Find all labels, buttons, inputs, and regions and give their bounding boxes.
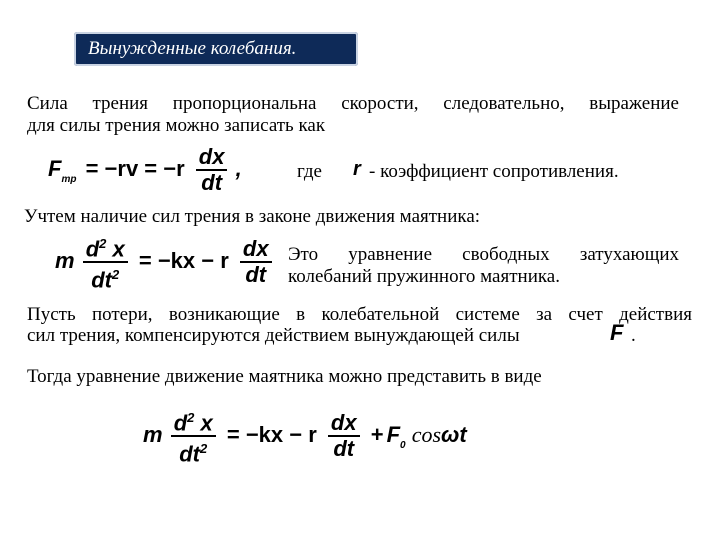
fraction-dx-dt [240, 237, 272, 287]
formula-F0: F [386, 422, 401, 448]
fraction-denominator: dt [333, 436, 355, 462]
formula-plus: + [370, 422, 384, 448]
where-word: где [297, 161, 322, 182]
fraction-d2x-dt2 [171, 406, 216, 467]
fraction-denominator: $dt^2$ [91, 267, 120, 293]
formula-F0-subscript: 0 [400, 440, 406, 452]
paragraph-2: Учтем наличие сил трения в законе движения маятника: [24, 206, 481, 227]
note-line-2: колебаний пружинного маятника. [288, 266, 560, 287]
fraction-numerator: dx [328, 411, 360, 437]
formula-F-subscript: тр [61, 173, 77, 185]
slide-title: Вынужденные колебания. [88, 38, 297, 59]
paragraph-3-line-1: Пусть потери, возникающие в колебательной системе за счет действия [27, 304, 692, 325]
damped-oscillation-formula [55, 232, 274, 293]
formula-m: m [55, 248, 75, 274]
fraction-numerator: dx [240, 237, 272, 263]
formula-m: m [143, 422, 163, 448]
paragraph-1-line-1: Сила трения пропорциональна скорости, следовательно, выражение [27, 93, 679, 114]
fraction-numerator: $d^2$ x [83, 232, 128, 263]
paragraph-3-line-2: сил трения, компенсируются действием вынуждающей силы [27, 325, 520, 346]
formula-mid: = −kx − r [226, 422, 317, 448]
formula-mid: = −rv = −r [85, 155, 185, 181]
fraction-numerator: $d^2$ x [171, 406, 216, 437]
coefficient-text: - коэффициент сопротивления. [369, 161, 619, 182]
fraction-denominator: $dt^2$ [179, 441, 208, 467]
formula-F: F [48, 155, 62, 181]
friction-force-formula [48, 145, 242, 195]
paragraph-4: Тогда уравнение движение маятника можно представить в виде [27, 366, 542, 387]
note-line-1: Это уравнение свободных затухающих [288, 244, 679, 265]
paragraph-3-period: . [631, 325, 636, 346]
fraction-dx-dt [328, 411, 360, 461]
fraction-numerator: dx [196, 145, 228, 171]
fraction-dx-dt [196, 145, 228, 195]
F-symbol: F [610, 320, 624, 345]
formula-comma: , [235, 155, 242, 181]
formula-omega-t: ωt [441, 422, 467, 448]
slide-title-banner [74, 32, 358, 66]
fraction-denominator: dt [245, 262, 267, 288]
fraction-denominator: dt [201, 170, 223, 195]
fraction-d2x-dt2 [83, 232, 128, 293]
forced-oscillation-formula [143, 406, 467, 467]
paragraph-1-line-2: для силы трения можно записать как [27, 115, 326, 136]
formula-mid: = −kx − r [138, 248, 229, 274]
r-symbol: r [353, 158, 361, 180]
formula-cos: cos [411, 422, 442, 448]
